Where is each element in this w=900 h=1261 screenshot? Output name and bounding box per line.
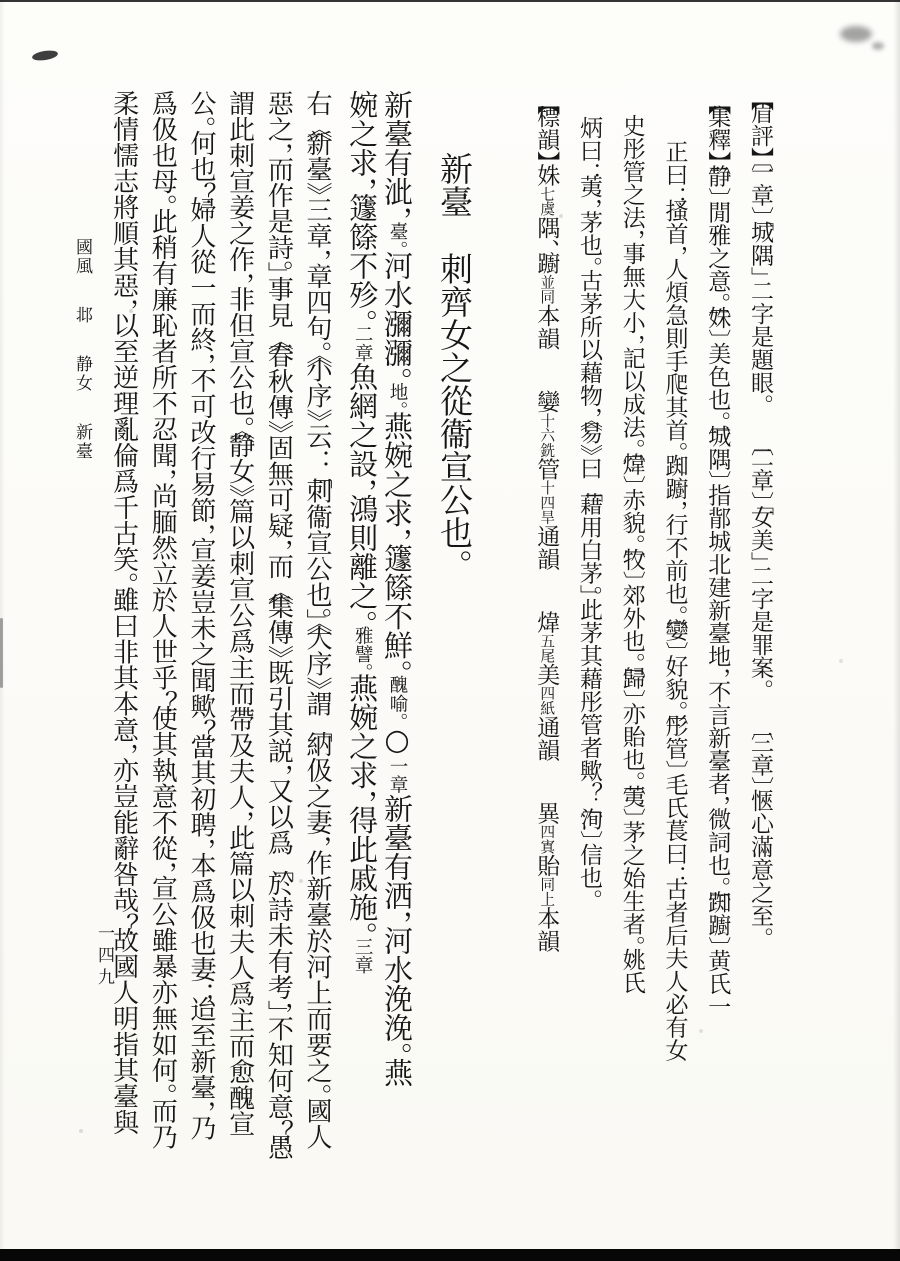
punctuation: 《 bbox=[224, 430, 255, 432]
punctuation: ？ bbox=[576, 781, 602, 795]
scan-blob-top-left bbox=[31, 49, 58, 62]
punctuation: ， bbox=[345, 478, 380, 494]
text-run: 柔情懦志將順其惡，以至逆理亂倫爲千古笑。雖曰非其本意，亦豈能辭咎哉？故國人明指其臺與 bbox=[108, 90, 139, 1136]
punctuation: ， bbox=[380, 527, 414, 544]
punctuation: 。 bbox=[435, 549, 474, 568]
punctuation: 「 bbox=[576, 479, 602, 493]
punctuation: ， bbox=[185, 1100, 216, 1115]
text-gap bbox=[82, 325, 83, 355]
text-run: 謂此刺宣姜之作，非但宣公也。《静女》篇以刺宣公爲主而帶及夫人，此篇以刺夫人爲主而愈醜宣 bbox=[224, 90, 255, 1137]
text-run: 史彤管之法，事無大小，記以成法。〔煒〕赤貌。〔牧〕郊外也。〔歸〕亦貽也。〔荑〕茅之始生者。姚氏 bbox=[618, 114, 645, 994]
inline-note: 同上 bbox=[538, 876, 556, 907]
punctuation: 。 bbox=[618, 770, 645, 784]
punctuation: 。 bbox=[747, 678, 773, 692]
punctuation: 「 bbox=[263, 855, 294, 871]
punctuation: 」 bbox=[747, 551, 773, 564]
inline-note: 一章 bbox=[387, 756, 408, 794]
text-column bbox=[263, 90, 294, 1185]
punctuation: ， bbox=[704, 667, 731, 680]
punctuation: 》 bbox=[224, 483, 255, 499]
text-run: 新臺有泚， bbox=[380, 90, 414, 222]
punctuation: 。 bbox=[618, 438, 645, 451]
punctuation: ： bbox=[661, 186, 688, 199]
punctuation: 。 bbox=[704, 876, 731, 890]
punctuation: 《 bbox=[302, 116, 332, 131]
text-column bbox=[147, 90, 178, 1185]
punctuation: 。 bbox=[108, 572, 139, 587]
punctuation: 。 bbox=[302, 607, 332, 609]
punctuation: 。 bbox=[345, 609, 380, 626]
text-column bbox=[72, 238, 91, 658]
punctuation: 》 bbox=[302, 408, 332, 423]
text-run: 新臺 bbox=[435, 152, 474, 218]
punctuation: 「 bbox=[302, 716, 332, 732]
text-gap bbox=[546, 570, 547, 610]
punctuation: 〕 bbox=[618, 475, 645, 488]
punctuation: 〕 bbox=[747, 206, 773, 220]
text-run: 邶 bbox=[72, 306, 93, 325]
punctuation: 〔 bbox=[618, 664, 645, 667]
inline-note: 臺。 bbox=[387, 221, 408, 251]
punctuation: ； bbox=[185, 981, 216, 997]
punctuation: ， bbox=[345, 789, 380, 806]
text-run: 孌 bbox=[533, 389, 560, 413]
inline-note: 四紙 bbox=[538, 685, 556, 716]
punctuation: ， bbox=[380, 909, 414, 926]
punctuation: 。 bbox=[380, 659, 414, 676]
text-run: 煒 bbox=[533, 610, 560, 634]
punctuation: 《 bbox=[302, 623, 332, 625]
punctuation: ： bbox=[576, 162, 602, 175]
punctuation: 。 bbox=[224, 416, 255, 431]
inline-note: 四寘 bbox=[538, 824, 556, 854]
punctuation: ？ bbox=[108, 912, 139, 928]
text-run: 通韻 bbox=[533, 524, 560, 571]
punctuation: ？ bbox=[185, 719, 216, 734]
punctuation: 〕 bbox=[704, 470, 731, 484]
margin-header bbox=[72, 238, 91, 658]
text-column bbox=[345, 90, 380, 1185]
punctuation: 〕 bbox=[618, 807, 645, 821]
text-run: 爲伋也母。此稍有廉恥者所不忍聞，尚腼然立於人世乎？使其執意不從，宣公雖暴亦無如何。而乃 bbox=[147, 90, 178, 1150]
scan-smudge-top-right bbox=[840, 26, 872, 42]
punctuation: 。 bbox=[661, 700, 688, 713]
punctuation: 》 bbox=[576, 443, 602, 457]
text-run: 河水瀰瀰。 bbox=[380, 250, 414, 383]
inline-note: 並同 bbox=[538, 274, 556, 304]
text-run: 燕婉之求，得此戚施。 bbox=[345, 673, 380, 938]
inline-note: 五尾 bbox=[538, 633, 556, 663]
text-run: 本韻 bbox=[533, 303, 560, 350]
text-run: 炳曰：荑，茅也。古茅所以藉物，《易》曰「藉用白茅」。此茅其藉彤管者歟？〔洵〕信也。 bbox=[576, 116, 602, 902]
punctuation: 〔 bbox=[747, 717, 773, 731]
scan-edge-bottom bbox=[0, 1249, 900, 1261]
punctuation: 。 bbox=[263, 260, 294, 262]
punctuation: ， bbox=[185, 837, 216, 852]
punctuation: 》 bbox=[263, 420, 294, 435]
text-run: 通韻 bbox=[533, 715, 560, 762]
punctuation: 〕 bbox=[661, 759, 688, 773]
punctuation: ， bbox=[618, 333, 645, 347]
punctuation: 。 bbox=[576, 888, 602, 902]
text-run: 美 bbox=[533, 662, 560, 686]
inline-note: 二章 bbox=[352, 324, 374, 363]
punctuation: 》 bbox=[263, 645, 294, 660]
punctuation: 。 bbox=[380, 1041, 414, 1058]
punctuation: 〔 bbox=[704, 889, 731, 891]
punctuation: 〕 bbox=[618, 689, 645, 702]
punctuation: ？ bbox=[185, 182, 216, 197]
text-run: 燕婉之求，籧篨不鮮。 bbox=[380, 411, 414, 676]
text-gap bbox=[82, 393, 83, 423]
punctuation: 。 bbox=[618, 935, 645, 948]
text-run: ○ bbox=[380, 722, 414, 757]
punctuation: 。 bbox=[747, 393, 773, 407]
text-column bbox=[618, 88, 644, 1178]
text-run: 新臺 bbox=[72, 423, 93, 461]
punctuation: 〔 bbox=[661, 617, 688, 619]
punctuation: 〔 bbox=[576, 794, 602, 808]
punctuation: 。 bbox=[345, 308, 380, 325]
punctuation: 〔 bbox=[704, 304, 731, 306]
punctuation: ， bbox=[380, 206, 414, 222]
punctuation: 《 bbox=[263, 578, 294, 594]
scan-speckles bbox=[0, 0, 2, 2]
punctuation: 】 bbox=[747, 146, 773, 160]
punctuation: 。 bbox=[387, 401, 408, 412]
punctuation: 。 bbox=[618, 652, 645, 665]
punctuation: 」 bbox=[576, 584, 602, 586]
punctuation: ， bbox=[263, 142, 294, 157]
punctuation: ： bbox=[302, 448, 332, 464]
scan-edge-top bbox=[0, 0, 900, 2]
page-number bbox=[92, 924, 117, 1084]
text-run: 婉之求，籧篨不殄。 bbox=[345, 90, 380, 325]
inline-note: 雅譬。 bbox=[352, 625, 374, 674]
punctuation: 」 bbox=[302, 608, 332, 624]
punctuation: ， bbox=[147, 860, 178, 876]
punctuation: ， bbox=[576, 197, 602, 211]
punctuation: 。 bbox=[302, 340, 332, 356]
punctuation: ， bbox=[185, 522, 216, 538]
punctuation: ， bbox=[147, 468, 178, 483]
text-gap bbox=[760, 407, 761, 433]
text-run: 國風 bbox=[72, 238, 93, 276]
text-column bbox=[301, 90, 332, 1185]
punctuation: 。 bbox=[704, 410, 731, 424]
punctuation: 。 bbox=[147, 1083, 178, 1098]
punctuation: 、 bbox=[533, 238, 560, 252]
punctuation: 〔 bbox=[618, 450, 645, 453]
punctuation: 。 bbox=[747, 926, 773, 940]
text-column bbox=[185, 90, 216, 1185]
punctuation: ， bbox=[224, 810, 255, 825]
jingnu-annotation-block bbox=[516, 88, 773, 1178]
text-run: 【集釋】〔静〕閒雅之意。〔姝〕美色也。〔城隅〕指鄁城北建新臺地，不言新臺者，微詞也。〔踟躕〕黄氏一 bbox=[704, 92, 731, 1018]
punctuation: 【 bbox=[747, 88, 773, 101]
inline-note: 醜喻。 bbox=[387, 675, 408, 723]
punctuation: 〕 bbox=[704, 187, 731, 201]
punctuation: 「 bbox=[302, 463, 332, 478]
punctuation: ， bbox=[263, 763, 294, 778]
punctuation: 〕 bbox=[618, 570, 645, 584]
punctuation: ， bbox=[345, 177, 380, 193]
text-run: 貽 bbox=[533, 853, 560, 877]
text-column bbox=[435, 90, 472, 730]
punctuation: 。 bbox=[185, 116, 216, 131]
punctuation: 】 bbox=[533, 150, 560, 164]
punctuation: ？ bbox=[147, 690, 178, 705]
punctuation: 〔 bbox=[747, 432, 773, 446]
text-run: 管 bbox=[533, 457, 560, 481]
punctuation: 】 bbox=[704, 150, 731, 164]
punctuation: ， bbox=[108, 742, 139, 757]
text-run: 〔三章〕愜心滿意之至。 bbox=[747, 717, 773, 940]
text-run: 本韻 bbox=[533, 906, 560, 953]
scan-edge-right bbox=[893, 0, 900, 1261]
punctuation: 。 bbox=[387, 712, 408, 723]
punctuation: 〔 bbox=[747, 159, 773, 161]
inline-note: 十四旱 bbox=[538, 480, 556, 525]
punctuation: 〕 bbox=[747, 776, 773, 789]
text-run: 【眉評】〔一章〕「城隅」二字是題眼。 bbox=[747, 88, 773, 407]
punctuation: 。 bbox=[302, 1083, 332, 1098]
inline-note: 三章 bbox=[352, 937, 374, 975]
text-gap bbox=[546, 350, 547, 390]
text-column bbox=[224, 90, 255, 1185]
text-run: 右《新臺》三章，章四句。《小序》云：「刺衞宣公也。」《大序》謂「納伋之妻，作新臺於河上而要之。國人 bbox=[302, 90, 332, 1150]
punctuation: 。 bbox=[576, 585, 602, 598]
punctuation: ， bbox=[302, 248, 332, 263]
text-gap bbox=[546, 761, 547, 801]
punctuation: ， bbox=[618, 229, 645, 242]
text-gap bbox=[760, 691, 761, 717]
punctuation: 〔 bbox=[618, 783, 645, 785]
inline-note: 七虞 bbox=[538, 186, 556, 216]
text-run: 正曰：搔首，人煩急則手爬其首。踟躕，行不前也。〔孌〕好貌。〔彤管〕毛氏萇曰：古者后夫人必有女 bbox=[661, 140, 688, 1062]
punctuation: 〔 bbox=[704, 423, 731, 425]
punctuation: 。 bbox=[345, 921, 380, 938]
punctuation: 。 bbox=[380, 366, 414, 383]
punctuation: 〕 bbox=[576, 830, 602, 843]
punctuation: 《 bbox=[263, 327, 294, 343]
text-run: 静女 bbox=[72, 355, 93, 393]
page-number-text: 一四九 bbox=[94, 924, 114, 990]
punctuation: 【 bbox=[533, 92, 560, 105]
punctuation: 。 bbox=[147, 194, 178, 209]
xintai-commentary-block bbox=[100, 90, 332, 1185]
text-column bbox=[533, 88, 559, 1178]
punctuation: 」 bbox=[263, 261, 294, 276]
text-run: 新臺有洒，河水浼浼。燕 bbox=[380, 793, 414, 1087]
punctuation: 。 bbox=[576, 256, 602, 269]
punctuation: 〔 bbox=[618, 546, 645, 548]
punctuation: ： bbox=[661, 864, 688, 878]
punctuation: 〔 bbox=[661, 712, 688, 714]
text-gap bbox=[454, 218, 455, 252]
text-run: 公。何也？婦人從一而終，不可改行易節，宣姜豈未之聞歟？當其初聘，本爲伋也妻；迨至新臺，乃 bbox=[185, 90, 216, 1141]
punctuation: 「 bbox=[747, 503, 773, 506]
punctuation: 》 bbox=[302, 676, 332, 691]
text-gap bbox=[82, 276, 83, 306]
inline-note: 地。 bbox=[387, 382, 408, 412]
punctuation: 【 bbox=[704, 92, 731, 105]
punctuation: ， bbox=[108, 298, 139, 313]
punctuation: ？ bbox=[263, 1119, 294, 1135]
text-run: 〔二章〕「女美」二字是罪案。 bbox=[747, 432, 773, 692]
text-run: 【標韻】姝 bbox=[533, 92, 560, 187]
punctuation: 」 bbox=[263, 1000, 294, 1002]
text-run: 魚網之設，鴻則離之。 bbox=[345, 362, 380, 626]
text-run: 刺齊女之從衞宣公也。 bbox=[435, 252, 474, 568]
punctuation: 「 bbox=[747, 219, 773, 221]
punctuation: ， bbox=[302, 835, 332, 850]
text-column bbox=[661, 88, 687, 1178]
text-run: 惡之，而作是詩。」事見《春秋傳》固無可疑，而《集傳》既引其説，又以爲「於詩未有考」，不知何意？愚 bbox=[263, 90, 294, 1161]
punctuation: ， bbox=[576, 406, 602, 420]
text-column bbox=[746, 88, 772, 1178]
punctuation: 。 bbox=[661, 441, 688, 454]
text-column bbox=[575, 88, 601, 1178]
punctuation: 《 bbox=[576, 419, 602, 421]
punctuation: ， bbox=[185, 352, 216, 367]
punctuation: 〔 bbox=[704, 163, 731, 165]
inline-note: 十六銑 bbox=[538, 412, 556, 458]
punctuation: 。 bbox=[704, 292, 731, 305]
punctuation: ， bbox=[704, 794, 731, 808]
punctuation: 。 bbox=[661, 604, 688, 618]
punctuation: 。 bbox=[618, 533, 645, 547]
punctuation: 」 bbox=[747, 266, 773, 279]
text-column bbox=[704, 88, 730, 1178]
scan-mark-left-edge bbox=[0, 618, 3, 688]
punctuation: 》 bbox=[302, 182, 332, 197]
punctuation: 。 bbox=[352, 663, 374, 674]
text-run: 異 bbox=[533, 801, 560, 825]
punctuation: ， bbox=[263, 1001, 294, 1016]
punctuation: 〕 bbox=[661, 641, 688, 655]
punctuation: 《 bbox=[302, 355, 332, 357]
text-run: 隅、躕 bbox=[533, 215, 560, 275]
punctuation: 〕 bbox=[747, 491, 773, 504]
punctuation: ， bbox=[224, 272, 255, 287]
punctuation: ， bbox=[263, 538, 294, 553]
punctuation: ， bbox=[661, 244, 688, 258]
text-column bbox=[380, 90, 412, 1185]
xintai-section-title bbox=[435, 90, 472, 730]
xintai-poem-block bbox=[342, 90, 412, 1185]
punctuation: 〕 bbox=[704, 936, 731, 949]
punctuation: 。 bbox=[387, 240, 408, 251]
scan-smudge-top-right-2 bbox=[872, 42, 884, 50]
punctuation: ， bbox=[661, 499, 688, 513]
punctuation: 〕 bbox=[704, 328, 731, 342]
